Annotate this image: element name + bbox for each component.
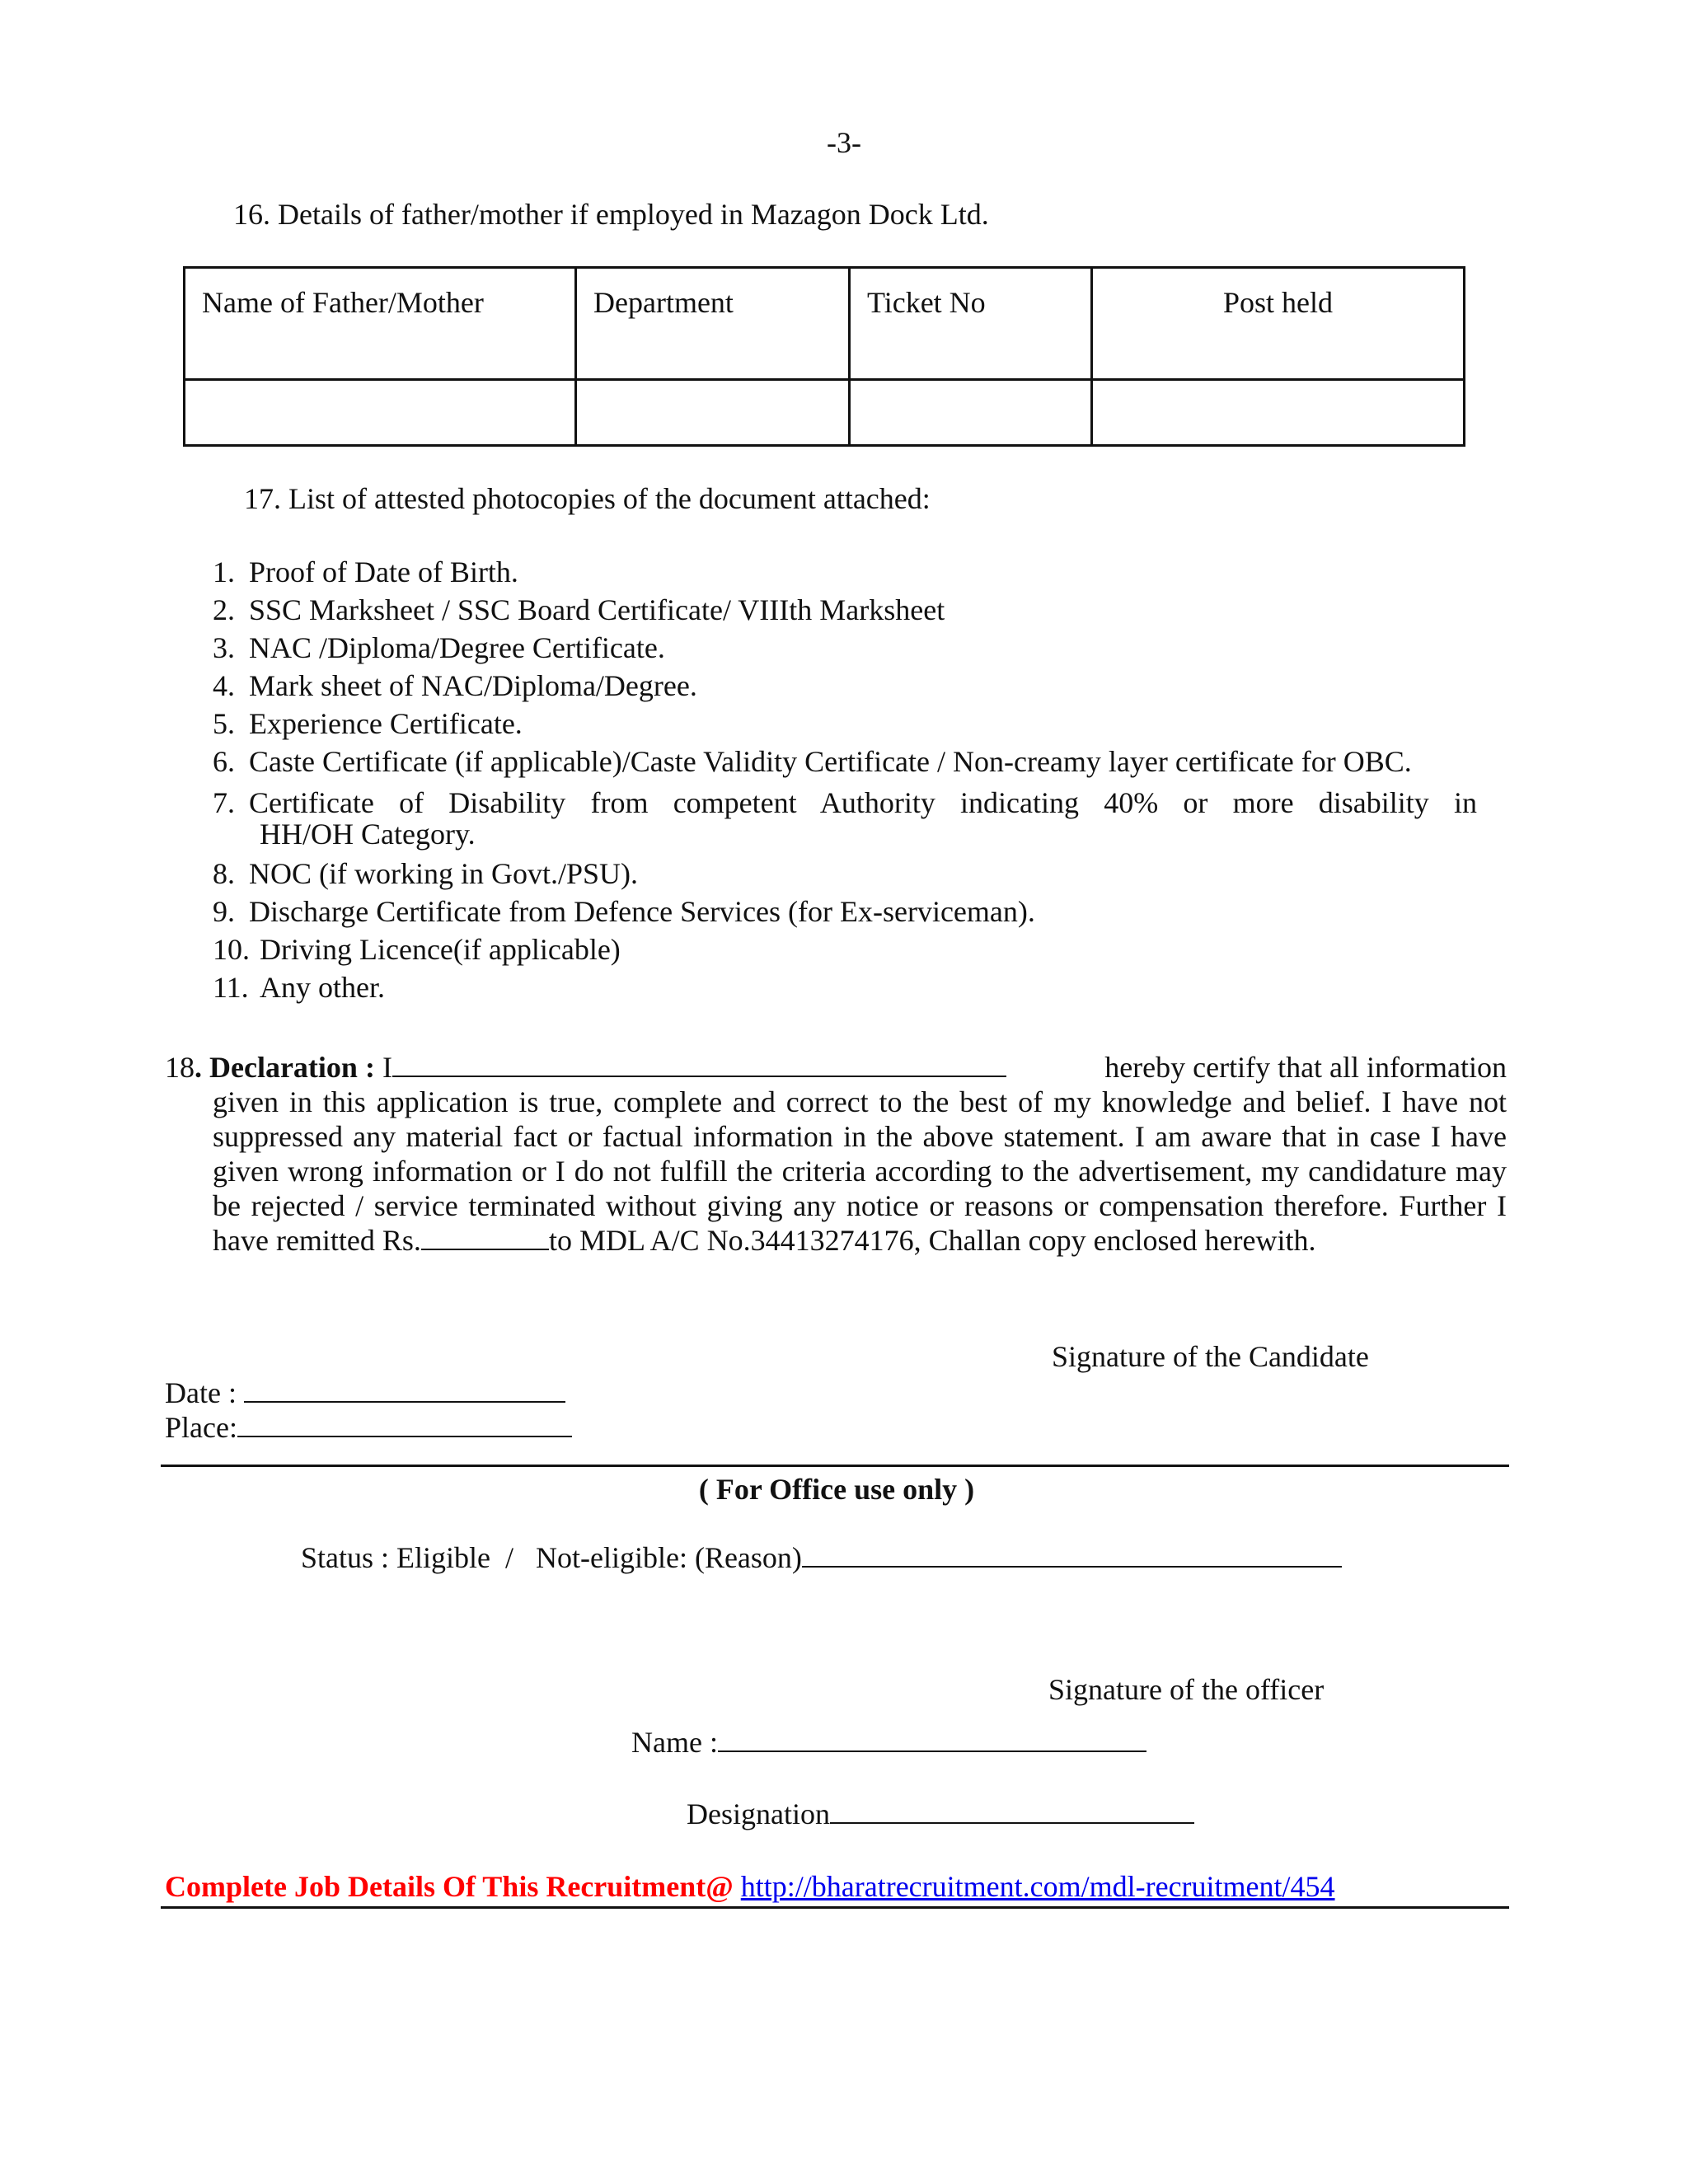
designation-blank[interactable] <box>830 1797 1194 1824</box>
list-item: 1. Proof of Date of Birth. <box>213 555 518 588</box>
designation-label: Designation <box>687 1797 830 1830</box>
list-item: 3. NAC /Diploma/Degree Certificate. <box>213 631 665 664</box>
officer-signature-label: Signature of the officer <box>1048 1673 1325 1706</box>
declaration-number: 18 <box>165 1051 195 1084</box>
officer-name-row <box>631 1725 1146 1760</box>
list-item: 6. Caste Certificate (if applicable)/Caste Validity Certificate / Non-creamy layer certificate for OBC. <box>213 745 1412 778</box>
cell-ticket-no[interactable] <box>850 380 1092 446</box>
table-header-row <box>185 268 1465 380</box>
cell-department[interactable] <box>576 380 850 446</box>
header-name-father-mother: Name of Father/Mother <box>185 268 576 380</box>
cell-post-held[interactable] <box>1092 380 1465 446</box>
amount-blank[interactable] <box>421 1224 549 1250</box>
designation-row <box>687 1797 1194 1831</box>
status-row <box>301 1540 1342 1575</box>
status-label: Status : Eligible / Not-eligible: (Reason) <box>301 1541 802 1574</box>
officer-name-label: Name : <box>631 1726 718 1759</box>
section-divider <box>161 1465 1509 1467</box>
list-item: 8. NOC (if working in Govt./PSU). <box>213 857 639 890</box>
footer-line <box>165 1869 1335 1904</box>
declaration-first-line <box>165 1050 1507 1085</box>
section-16-heading: 16. Details of father/mother if employed in Mazagon Dock Ltd. <box>233 198 989 231</box>
place-label: Place: <box>165 1411 237 1444</box>
section-17-heading: 17. List of attested photocopies of the document attached: <box>244 482 931 515</box>
declaration-label: . Declaration : <box>195 1051 375 1084</box>
parent-employment-table <box>183 266 1465 447</box>
header-post-held: Post held <box>1092 268 1465 380</box>
cell-name-father-mother[interactable] <box>185 380 576 446</box>
date-label: Date : <box>165 1376 244 1409</box>
reason-blank[interactable] <box>802 1541 1342 1568</box>
declaration-pronoun: I <box>382 1051 392 1084</box>
list-item: 4. Mark sheet of NAC/Diploma/Degree. <box>213 669 697 702</box>
date-row <box>165 1376 565 1410</box>
footer-link[interactable]: http://bharatrecruitment.com/mdl-recruitment/454 <box>740 1870 1335 1903</box>
table-row <box>185 380 1465 446</box>
declaration-first-line-tail: hereby certify that all information <box>1104 1051 1507 1084</box>
footer-divider <box>161 1906 1509 1909</box>
list-item: 10. Driving Licence(if applicable) <box>213 933 621 966</box>
header-department: Department <box>576 268 850 380</box>
candidate-signature-label: Signature of the Candidate <box>1052 1340 1369 1373</box>
list-item: 2. SSC Marksheet / SSC Board Certificate/ VIIIth Marksheet <box>213 593 945 626</box>
candidate-name-blank[interactable] <box>392 1051 1006 1077</box>
list-item: 7. Certificate of Disability from competent Authority indicating 40% or more disability in HH/OH Category. <box>213 786 1477 851</box>
place-blank[interactable] <box>237 1411 572 1437</box>
document-list <box>213 553 1498 1006</box>
list-item: 11. Any other. <box>213 971 385 1004</box>
declaration-body: given in this application is true, complete and correct to the best of my knowledge and belief. I have not suppressed any material fact or factual information in the above statement. I am aware that in case I have given wrong information or I do not fulfill the criteria according to the advertisement, my candidature may be rejected / service terminated without giving any notice or reasons or compensation therefore. Further I have remitted Rs. to MDL A/C No.34413274176, Challan copy enclosed herewith. <box>213 1085 1507 1257</box>
place-row <box>165 1410 572 1445</box>
office-use-heading: ( For Office use only ) <box>698 1473 975 1506</box>
list-item: 9. Discharge Certificate from Defence Services (for Ex-serviceman). <box>213 895 1035 928</box>
footer-prefix: Complete Job Details Of This Recruitment@ <box>165 1870 741 1903</box>
date-blank[interactable] <box>244 1376 565 1403</box>
list-item: 5. Experience Certificate. <box>213 707 523 740</box>
page-number: -3- <box>827 126 861 159</box>
declaration-block <box>165 1050 1507 1258</box>
header-ticket-no: Ticket No <box>850 268 1092 380</box>
officer-name-blank[interactable] <box>718 1726 1146 1752</box>
